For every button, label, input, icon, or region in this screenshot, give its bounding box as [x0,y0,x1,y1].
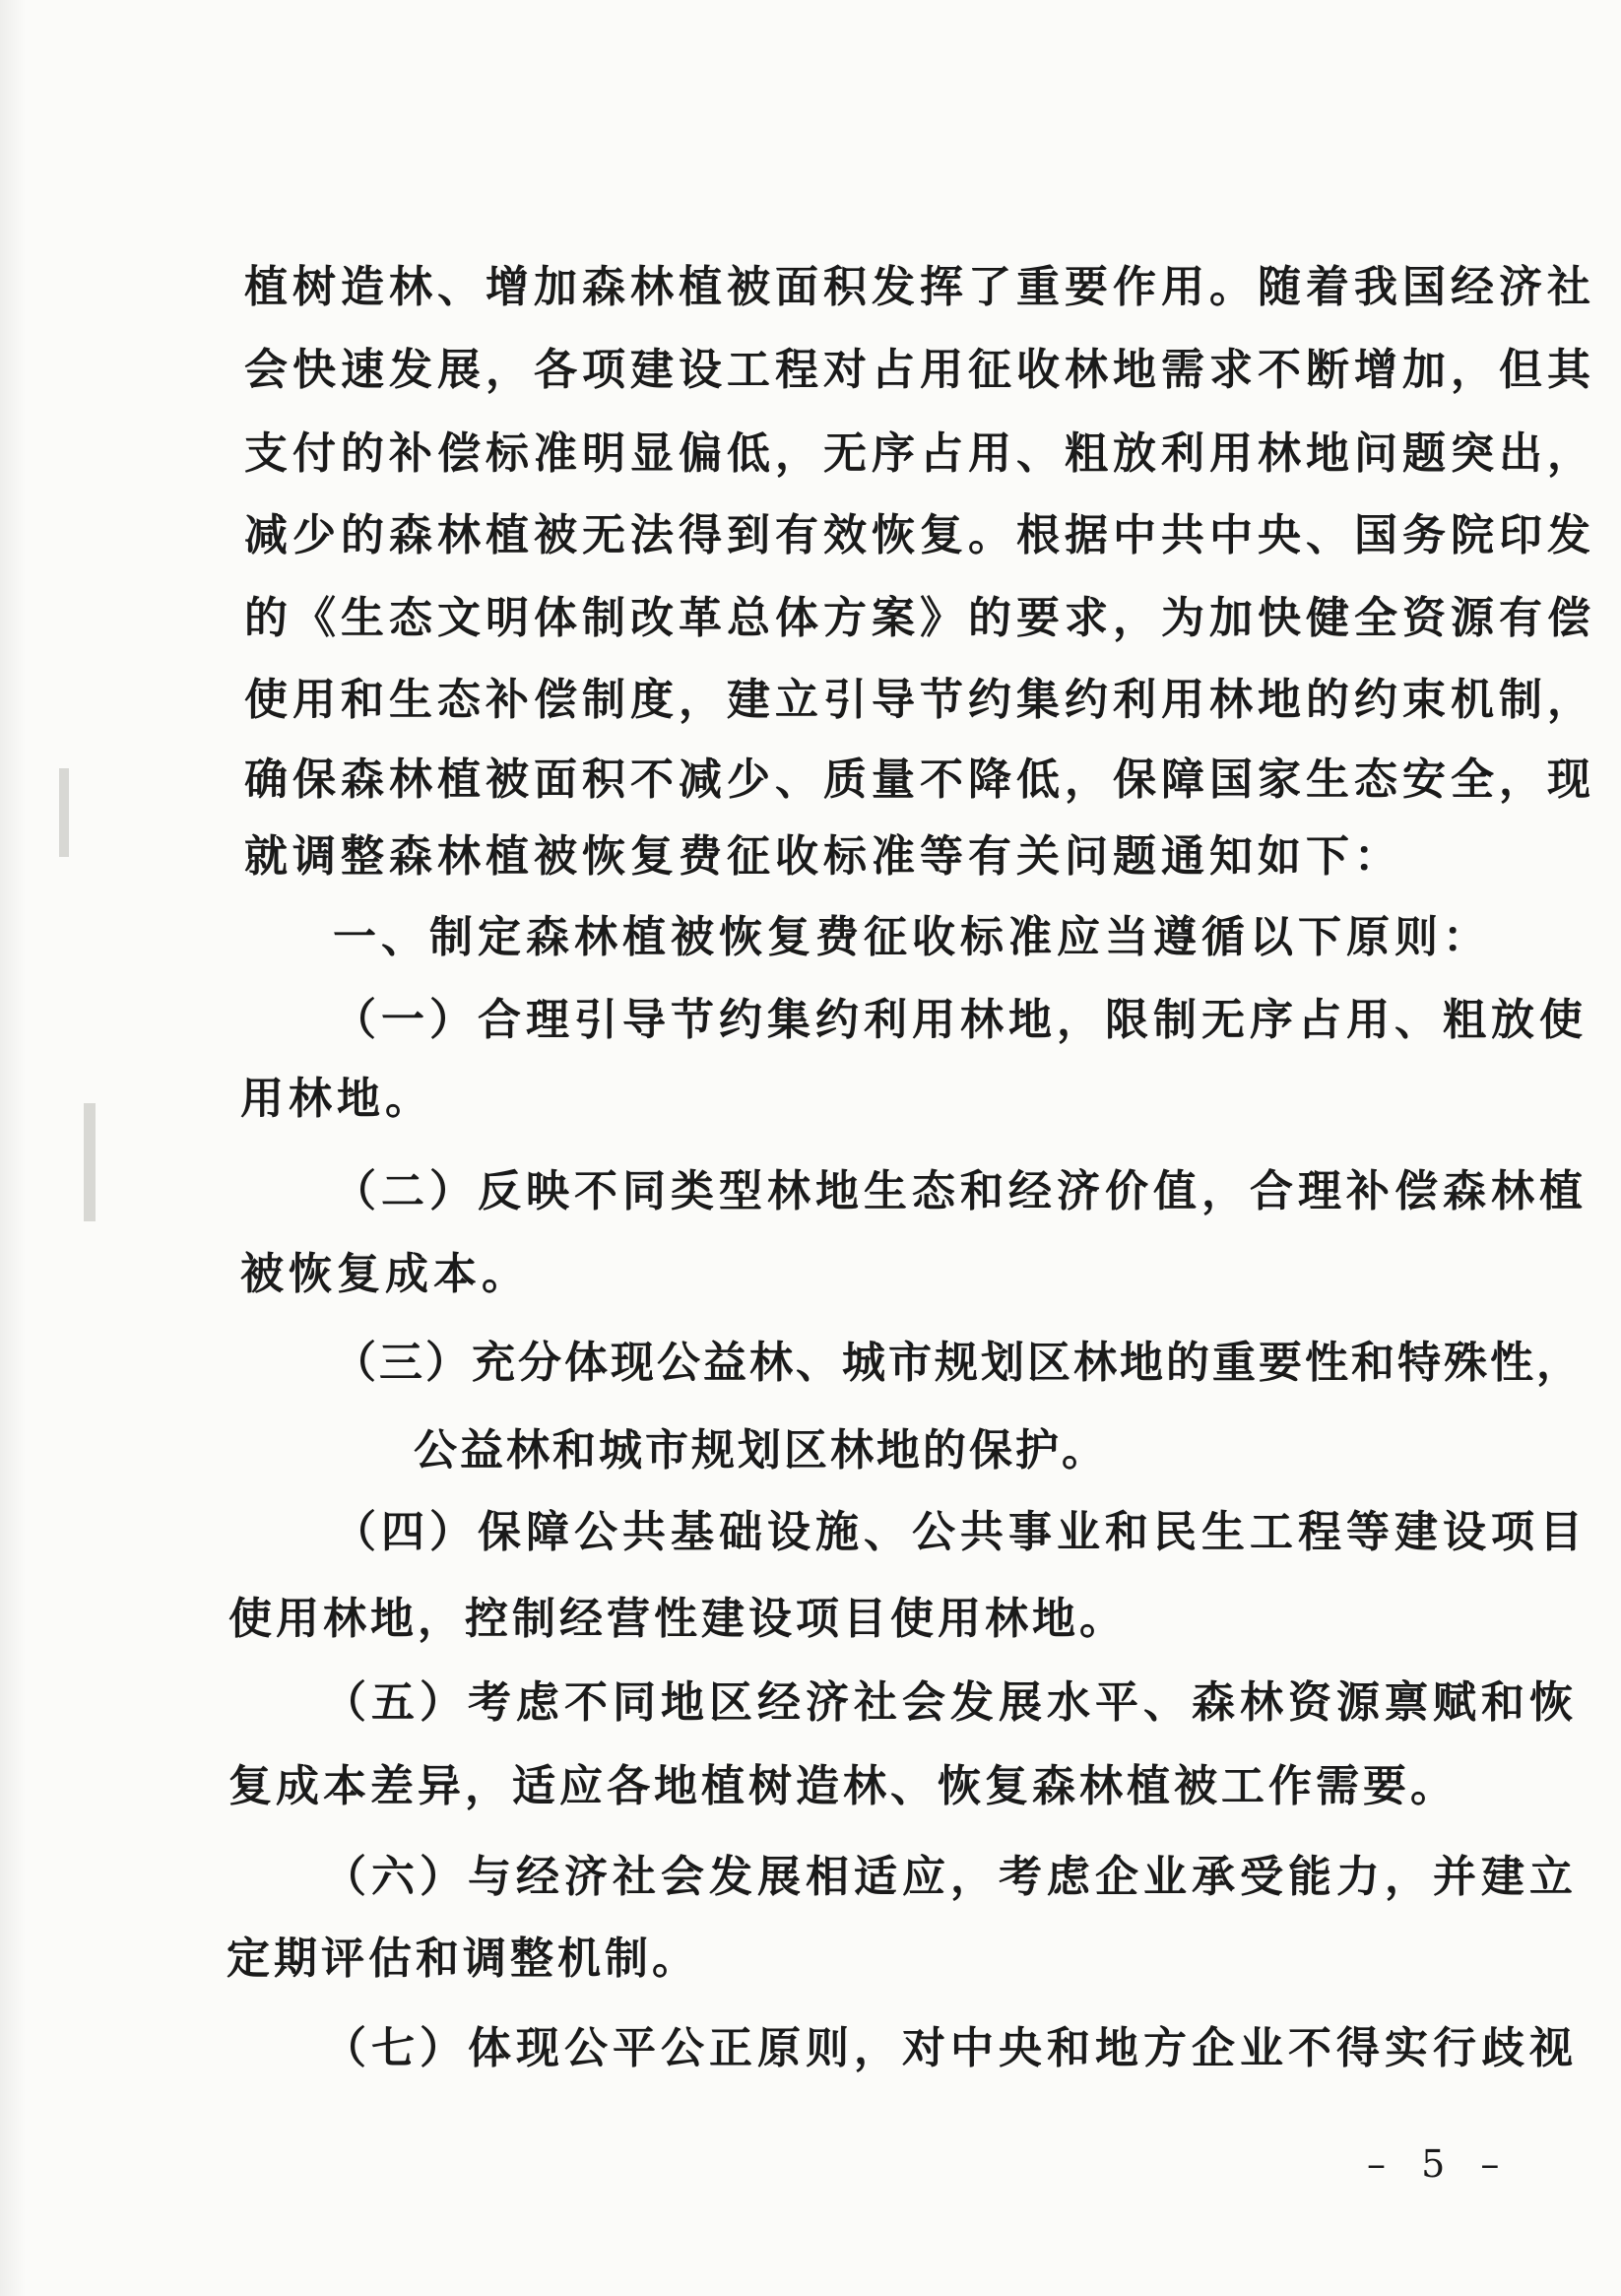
text-line [0,425,1621,484]
text-line-content: 使用林地，控制经营性建设项目使用林地。 [228,1594,1127,1644]
text-line-content: 复成本差异，适应各地植树造林、恢复森林植被工作需要。 [228,1761,1458,1811]
text-line [0,1503,1621,1562]
text-line [0,1070,1621,1129]
text-line-content: （二）反映不同类型林地生态和经济价值，合理补偿森林植 [333,1166,1588,1216]
text-line [0,2019,1621,2078]
page-number: – 5 – [1367,2142,1512,2186]
text-line-content: 会快速发展，各项建设工程对占用征收林地需求不断增加，但其 [244,345,1595,395]
text-line [0,1757,1621,1816]
text-line [0,506,1621,565]
text-line [0,1245,1621,1304]
text-line [0,1930,1621,1989]
text-line [0,991,1621,1050]
text-line-content: 公益林和城市规划区林地的保护。 [414,1425,1108,1476]
text-line [0,1421,1621,1480]
text-line-content: （六）与经济社会发展相适应，考虑企业承受能力，并建立 [323,1852,1578,1902]
text-line-content: 确保森林植被面积不减少、质量不降低，保障国家生态安全，现 [244,754,1595,805]
text-line-content: （三）充分体现公益林、城市规划区林地的重要性和特殊性， [333,1338,1583,1388]
text-line [0,1848,1621,1907]
text-line-content: 一、制定森林植被恢复费征收标准应当遵循以下原则： [333,912,1491,962]
text-line [0,1590,1621,1649]
text-line [0,258,1621,317]
text-line [0,751,1621,810]
text-line-content: 植树造林、增加森林植被面积发挥了重要作用。随着我国经济社 [244,262,1595,312]
text-line [0,671,1621,730]
text-line [0,341,1621,400]
text-line-content: （七）体现公平公正原则，对中央和地方企业不得实行歧视 [323,2023,1578,2073]
text-line-content: 用林地。 [240,1074,433,1124]
text-line-content: （一）合理引导节约集约利用林地，限制无序占用、粗放使 [333,995,1588,1045]
text-line-content: （五）考虑不同地区经济社会发展水平、森林资源禀赋和恢 [323,1677,1578,1728]
text-line [0,1673,1621,1733]
text-line-content: 支付的补偿标准明显偏低，无序占用、粗放利用林地问题突出， [244,428,1595,479]
text-line-content: （四）保障公共基础设施、公共事业和民生工程等建设项目 [333,1507,1588,1557]
text-line-content: 的《生态文明体制改革总体方案》的要求，为加快健全资源有偿 [244,593,1595,643]
text-line-content: 被恢复成本。 [240,1249,530,1299]
text-line [0,1162,1621,1221]
text-line [0,589,1621,648]
text-line-content: 减少的森林植被无法得到有效恢复。根据中共中央、国务院印发 [244,510,1595,560]
text-line [0,1334,1621,1393]
text-line-content: 就调整森林植被恢复费征收标准等有关问题通知如下： [244,831,1402,882]
text-line [0,908,1621,967]
text-line-content: 定期评估和调整机制。 [227,1934,699,1984]
text-line-content: 使用和生态补偿制度，建立引导节约集约利用林地的约束机制， [244,675,1595,725]
text-line [0,827,1621,886]
